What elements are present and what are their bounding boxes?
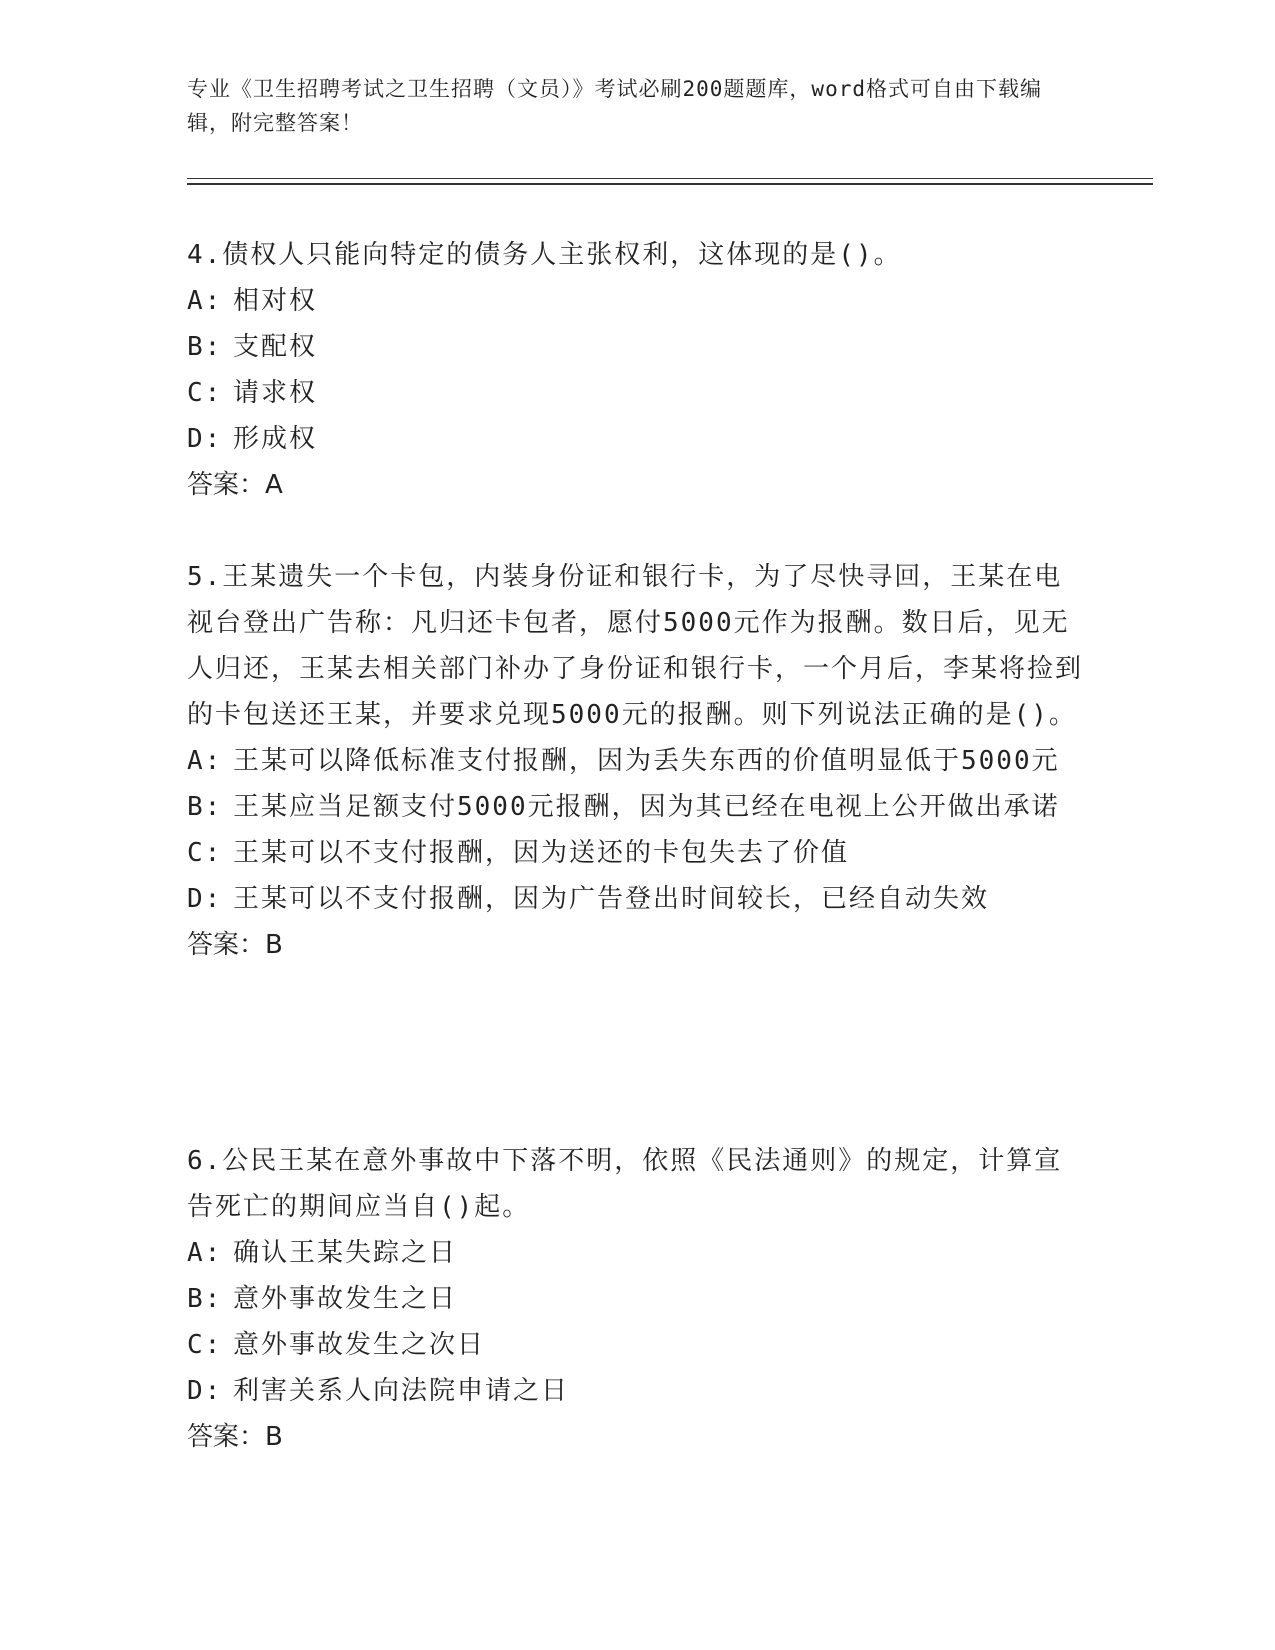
- option-text: 王某可以不支付报酬，因为送还的卡包失去了价值: [233, 838, 850, 868]
- option-letter: D:: [187, 1376, 223, 1406]
- option-text: 王某可以不支付报酬，因为广告登出时间较长，已经自动失效: [233, 884, 990, 914]
- option-letter: B:: [187, 792, 223, 822]
- option-text: 王某可以降低标准支付报酬，因为丢失东西的价值明显低于5000元: [233, 746, 1060, 776]
- option-text: 意外事故发生之次日: [233, 1330, 486, 1360]
- option-letter: A:: [187, 746, 223, 776]
- answer-line: 答案：B: [187, 1422, 283, 1452]
- question-block: [187, 554, 1087, 968]
- option-letter: B:: [187, 332, 223, 362]
- question-stem: 4.债权人只能向特定的债务人主张权利，这体现的是()。: [187, 240, 902, 270]
- option-a: [187, 278, 1087, 324]
- question-stem: 5.王某遗失一个卡包，内装身份证和银行卡，为了尽快寻回，王某在电视台登出广告称：凡归还卡包者，愿付5000元作为报酬。数日后，见无人归还，王某去相关部门补办了身份证和银行卡，一个月后，李某将捡到的卡包送还王某，并要求兑现5000元的报酬。则下列说法正确的是()。: [187, 562, 1084, 730]
- option-letter: C:: [187, 838, 223, 868]
- option-text: 相对权: [233, 286, 318, 316]
- option-d: [187, 876, 1087, 922]
- option-text: 王某应当足额支付5000元报酬，因为其已经在电视上公开做出承诺: [233, 792, 1060, 822]
- option-text: 请求权: [233, 378, 318, 408]
- option-text: 支配权: [233, 332, 318, 362]
- option-letter: D:: [187, 424, 223, 454]
- answer-line: 答案：B: [187, 930, 283, 960]
- option-d: [187, 416, 1087, 462]
- option-letter: A:: [187, 286, 223, 316]
- option-d: [187, 1368, 1087, 1414]
- option-letter: A:: [187, 1238, 223, 1268]
- question-block: [187, 1138, 1087, 1460]
- option-text: 意外事故发生之日: [233, 1284, 458, 1314]
- option-b: [187, 324, 1087, 370]
- option-text: 利害关系人向法院申请之日: [233, 1376, 570, 1406]
- option-a: [187, 738, 1087, 784]
- question-block: [187, 232, 1087, 508]
- option-letter: B:: [187, 1284, 223, 1314]
- option-b: [187, 1276, 1087, 1322]
- document-header: 专业《卫生招聘考试之卫生招聘（文员）》考试必刷200题题库，word格式可自由下载编辑，附完整答案！: [187, 77, 1042, 135]
- option-a: [187, 1230, 1087, 1276]
- option-text: 形成权: [233, 424, 318, 454]
- option-letter: D:: [187, 884, 223, 914]
- option-c: [187, 830, 1087, 876]
- header-divider-thick: [187, 183, 1153, 185]
- option-c: [187, 370, 1087, 416]
- option-c: [187, 1322, 1087, 1368]
- question-stem: 6.公民王某在意外事故中下落不明，依照《民法通则》的规定，计算宣告死亡的期间应当自()起。: [187, 1146, 1063, 1222]
- option-letter: C:: [187, 1330, 223, 1360]
- answer-line: 答案：A: [187, 470, 283, 500]
- option-b: [187, 784, 1087, 830]
- header-divider-thin: [187, 178, 1153, 179]
- option-letter: C:: [187, 378, 223, 408]
- option-text: 确认王某失踪之日: [233, 1238, 458, 1268]
